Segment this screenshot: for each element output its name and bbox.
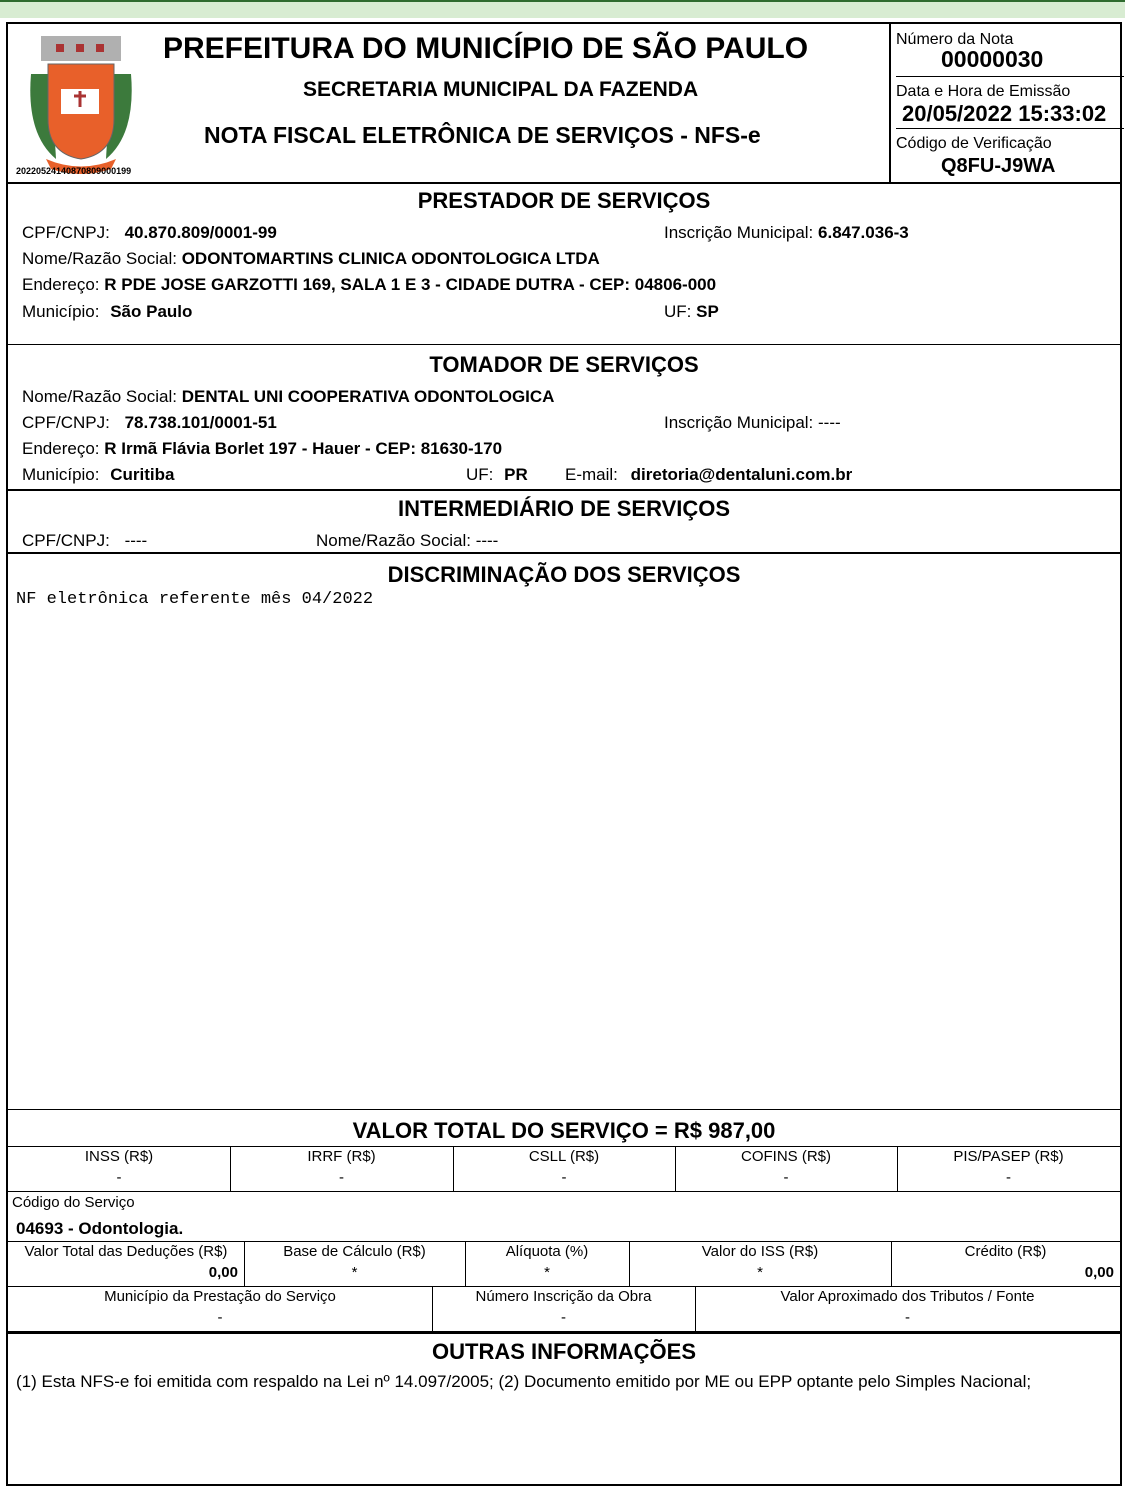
- numero-nota: 00000030: [941, 46, 1044, 72]
- tomador-uf: PR: [504, 465, 528, 484]
- label: Município:: [22, 465, 100, 484]
- nfse-document: [6, 22, 1122, 1486]
- tributos-cell: [897, 1148, 1120, 1186]
- tomador-cnpj: 78.738.101/0001-51: [124, 413, 277, 432]
- cell-value: -: [561, 1309, 566, 1326]
- calculo-cell: [465, 1243, 629, 1281]
- tributos-cell: [453, 1148, 675, 1186]
- label: CPF/CNPJ:: [22, 531, 110, 550]
- cell-label: Número Inscrição da Obra: [475, 1288, 652, 1305]
- tomador-endereco: R Irmã Flávia Borlet 197 - Hauer - CEP: 81630-170: [104, 439, 503, 458]
- cell-value: -: [783, 1169, 789, 1186]
- intermediario-title: INTERMEDIÁRIO DE SERVIÇOS: [397, 496, 731, 521]
- calculo-cell: [629, 1243, 891, 1281]
- cell-label: Valor do ISS (R$): [701, 1243, 819, 1260]
- barcode-number: 20220524140870809000199: [16, 166, 132, 176]
- cell-label: INSS (R$): [84, 1148, 154, 1165]
- cell-value: *: [544, 1264, 550, 1281]
- label: CPF/CNPJ:: [22, 223, 110, 242]
- cell-label: IRRF (R$): [307, 1148, 376, 1165]
- outras-text: (1) Esta NFS-e foi emitida com respaldo na Lei nº 14.097/2005; (2) Documento emitido por ME ou EPP optante pelo Simples Nacional;: [16, 1372, 1032, 1391]
- coat-of-arms-logo: [26, 34, 136, 174]
- cell-label: PIS/PASEP (R$): [953, 1148, 1064, 1165]
- tributos-cell: [675, 1148, 897, 1186]
- codigo-servico: 04693 - Odontologia.: [16, 1219, 184, 1238]
- cell-value: -: [116, 1169, 122, 1186]
- calculo-cell: [8, 1243, 244, 1281]
- data-emissao: 20/05/2022 15:33:02: [902, 101, 1107, 126]
- tomador-title: TOMADOR DE SERVIÇOS: [429, 352, 699, 377]
- label: Nome/Razão Social:: [22, 249, 177, 268]
- cell-label: Valor Aproximado dos Tributos / Fonte: [780, 1288, 1035, 1305]
- tomador-im: ----: [818, 413, 841, 432]
- cell-label: Crédito (R$): [964, 1243, 1047, 1260]
- tributos-cell: [8, 1148, 230, 1186]
- cell-value: 0,00: [208, 1264, 238, 1281]
- label: Nome/Razão Social:: [316, 531, 471, 550]
- cell-label: Município da Prestação do Serviço: [104, 1288, 336, 1305]
- codigo-label: Código de Verificação: [896, 135, 1052, 152]
- tributos-cell: [230, 1148, 453, 1186]
- cell-label: Alíquota (%): [505, 1243, 589, 1260]
- label: E-mail:: [565, 465, 618, 484]
- label: Endereço:: [22, 275, 100, 294]
- cell-value: -: [217, 1309, 223, 1326]
- cell-value: -: [561, 1169, 567, 1186]
- codigo-servico-label: Código do Serviço: [12, 1194, 135, 1211]
- document-type: NOTA FISCAL ELETRÔNICA DE SERVIÇOS - NFS-e: [204, 122, 761, 148]
- label: Inscrição Municipal:: [664, 413, 814, 432]
- extras-cell: [695, 1288, 1120, 1326]
- cell-value: 0,00: [1084, 1264, 1114, 1281]
- header-title: PREFEITURA DO MUNICÍPIO DE SÃO PAULO: [163, 32, 809, 65]
- prestador-im: 6.847.036-3: [818, 223, 909, 242]
- prestador-title: PRESTADOR DE SERVIÇOS: [417, 188, 711, 213]
- cell-label: COFINS (R$): [741, 1148, 831, 1165]
- prestador-nome: ODONTOMARTINS CLINICA ODONTOLOGICA LTDA: [181, 249, 600, 268]
- tomador-nome: DENTAL UNI COOPERATIVA ODONTOLOGICA: [181, 387, 555, 406]
- tomador-email: diretoria@dentaluni.com.br: [630, 465, 853, 484]
- label: Município:: [22, 302, 100, 321]
- cell-label: Base de Cálculo (R$): [283, 1243, 426, 1260]
- cell-value: -: [1006, 1169, 1011, 1186]
- data-label: Data e Hora de Emissão: [896, 83, 1071, 100]
- outras-title: OUTRAS INFORMAÇÕES: [432, 1339, 696, 1364]
- header-subtitle: SECRETARIA MUNICIPAL DA FAZENDA: [303, 78, 699, 101]
- prestador-cnpj: 40.870.809/0001-99: [124, 223, 277, 242]
- discriminacao-title: DISCRIMINAÇÃO DOS SERVIÇOS: [387, 562, 741, 587]
- label: Nome/Razão Social:: [22, 387, 177, 406]
- cell-value: *: [351, 1264, 358, 1281]
- cell-value: -: [339, 1169, 344, 1186]
- cell-value: *: [757, 1264, 763, 1281]
- calculo-cell: [891, 1243, 1120, 1281]
- calculo-cell: [244, 1243, 465, 1281]
- tomador-municipio: Curitiba: [110, 465, 175, 484]
- label: UF:: [466, 465, 494, 484]
- valor-total: VALOR TOTAL DO SERVIÇO = R$ 987,00: [352, 1118, 776, 1143]
- label: UF:: [664, 302, 692, 321]
- prestador-municipio: São Paulo: [110, 302, 193, 321]
- cell-label: Valor Total das Deduções (R$): [24, 1243, 228, 1260]
- label: Endereço:: [22, 439, 100, 458]
- extras-cell: [8, 1288, 432, 1326]
- top-bar: [0, 0, 1125, 18]
- discriminacao-text: NF eletrônica referente mês 04/2022: [16, 590, 374, 609]
- prestador-endereco: R PDE JOSE GARZOTTI 169, SALA 1 E 3 - CIDADE DUTRA - CEP: 04806-000: [104, 275, 717, 294]
- cell-label: CSLL (R$): [528, 1148, 600, 1165]
- prestador-uf: SP: [696, 302, 719, 321]
- label: Inscrição Municipal:: [664, 223, 814, 242]
- codigo-verificacao: Q8FU-J9WA: [941, 155, 1056, 177]
- nota-info-box: [896, 31, 1118, 181]
- numero-label: Número da Nota: [896, 31, 1014, 48]
- intermediario-cnpj: ----: [124, 531, 148, 550]
- cell-value: -: [905, 1309, 910, 1326]
- intermediario-nome: ----: [475, 531, 499, 550]
- extras-cell: [432, 1288, 695, 1326]
- label: CPF/CNPJ:: [22, 413, 110, 432]
